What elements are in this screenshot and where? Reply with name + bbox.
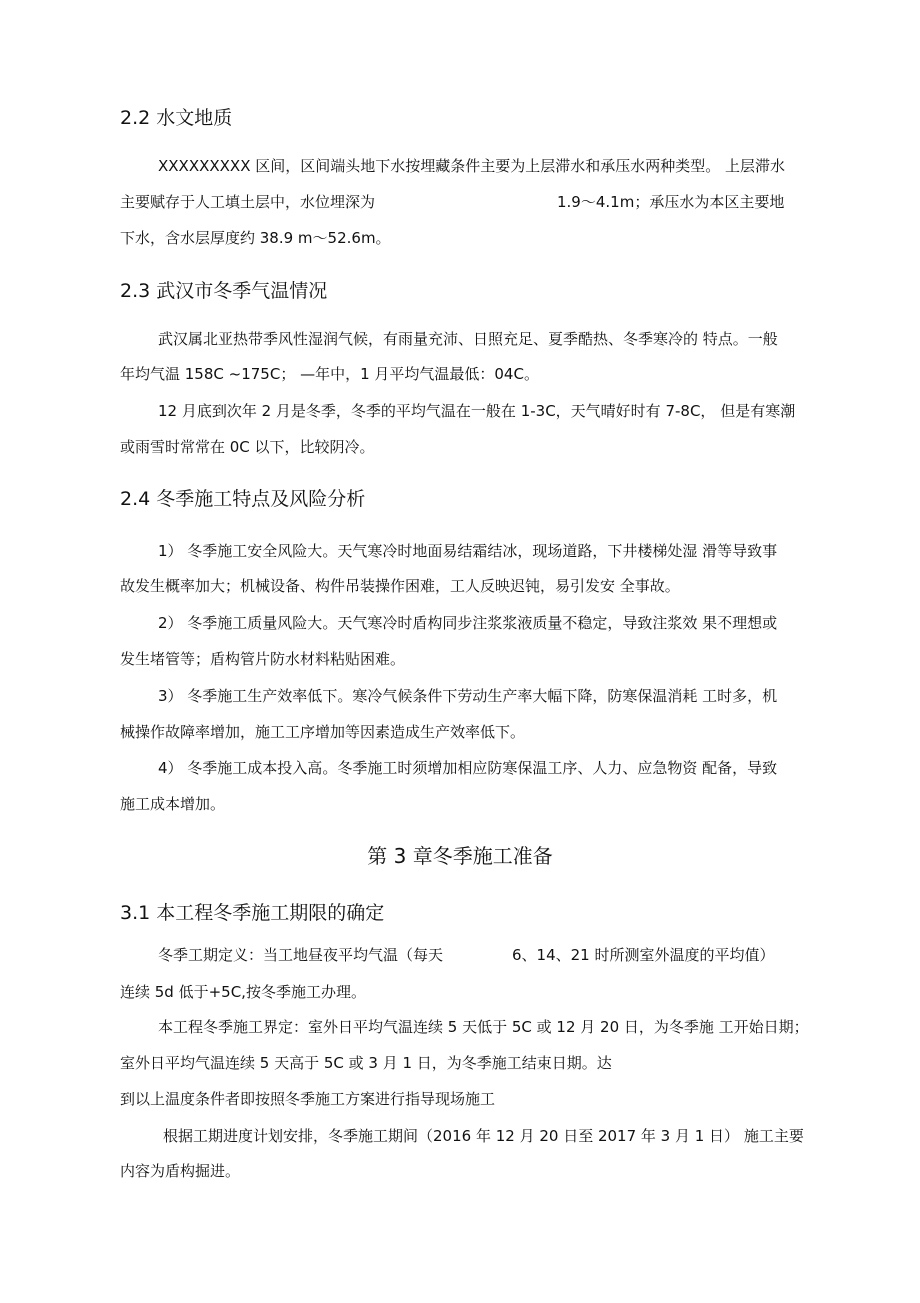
list-item-line: 2） 冬季施工质量风险大。天气寒冷时盾构同步注浆浆液质量不稳定，导致注浆效 果不理想或 — [158, 614, 778, 632]
paragraph-segment: 1.9～4.1m；承压水为本区主要地 — [557, 193, 785, 211]
paragraph-line: 武汉属北亚热带季风性湿润气候，有雨量充沛、日照充足、夏季酷热、冬季寒冷的 特点。一般 — [158, 330, 778, 348]
paragraph-line: 年均气温 158C ~175C； —年中，1 月平均气温最低：04C。 — [120, 365, 539, 383]
paragraph-segment: 主要赋存于人工填土层中，水位埋深为 — [120, 193, 376, 211]
paragraph-line: 室外日平均气温连续 5 天高于 5C 或 3 月 1 日，为冬季施工结束日期。达 — [120, 1054, 612, 1072]
section-heading-2-2: 2.2 水文地质 — [120, 107, 233, 129]
list-item-line: 械操作故障率增加，施工工序增加等因素造成生产效率低下。 — [120, 723, 526, 741]
chapter-title: 第 3 章冬季施工准备 — [367, 844, 553, 868]
paragraph-line: 本工程冬季施工界定：室外日平均气温连续 5 天低于 5C 或 12 月 20 日，为冬季施 工开始日期； — [158, 1018, 809, 1036]
list-item-line: 施工成本增加。 — [120, 795, 226, 813]
paragraph-line: 或雨雪时常常在 0C 以下，比较阴冷。 — [120, 438, 375, 456]
paragraph-line: 到以上温度条件者即按照冬季施工方案进行指导现场施工 — [120, 1090, 496, 1108]
paragraph-line: XXXXXXXXX 区间，区间端头地下水按埋藏条件主要为上层滞水和承压水两种类型。 上层滞水 — [158, 157, 786, 175]
section-heading-2-4: 2.4 冬季施工特点及风险分析 — [120, 488, 366, 510]
paragraph-line: 内容为盾构掘进。 — [120, 1162, 241, 1180]
paragraph-segment: 6、14、21 时所测室外温度的平均值） — [512, 946, 775, 964]
list-item-line: 发生堵管等；盾构管片防水材料粘贴困难。 — [120, 650, 406, 668]
section-heading-2-3: 2.3 武汉市冬季气温情况 — [120, 280, 328, 302]
paragraph-segment: 冬季工期定义：当工地昼夜平均气温（每天 — [158, 946, 444, 964]
paragraph-line: 连续 5d 低于+5C,按冬季施工办理。 — [120, 983, 366, 1001]
list-item-line: 4） 冬季施工成本投入高。冬季施工时须增加相应防寒保温工序、人力、应急物资 配备，导致 — [158, 759, 778, 777]
list-item-line: 1） 冬季施工安全风险大。天气寒冷时地面易结霜结冰，现场道路，下井楼梯处湿 滑等导致事 — [158, 542, 778, 560]
list-item-line: 故发生概率加大；机械设备、构件吊装操作困难，工人反映迟钝，易引发安 全事故。 — [120, 577, 680, 595]
paragraph-line: 根据工期进度计划安排，冬季施工期间（2016 年 12 月 20 日至 2017 年 3 月 1 日） 施工主要 — [163, 1127, 804, 1145]
paragraph-line: 12 月底到次年 2 月是冬季，冬季的平均气温在一般在 1-3C，天气晴好时有 7-8C， 但是有寒潮 — [158, 402, 796, 420]
list-item-line: 3） 冬季施工生产效率低下。寒冷气候条件下劳动生产率大幅下降，防寒保温消耗 工时多，机 — [158, 687, 778, 705]
section-heading-3-1: 3.1 本工程冬季施工期限的确定 — [120, 902, 385, 924]
paragraph-line: 下水，含水层厚度约 38.9 m～52.6m。 — [120, 229, 391, 247]
